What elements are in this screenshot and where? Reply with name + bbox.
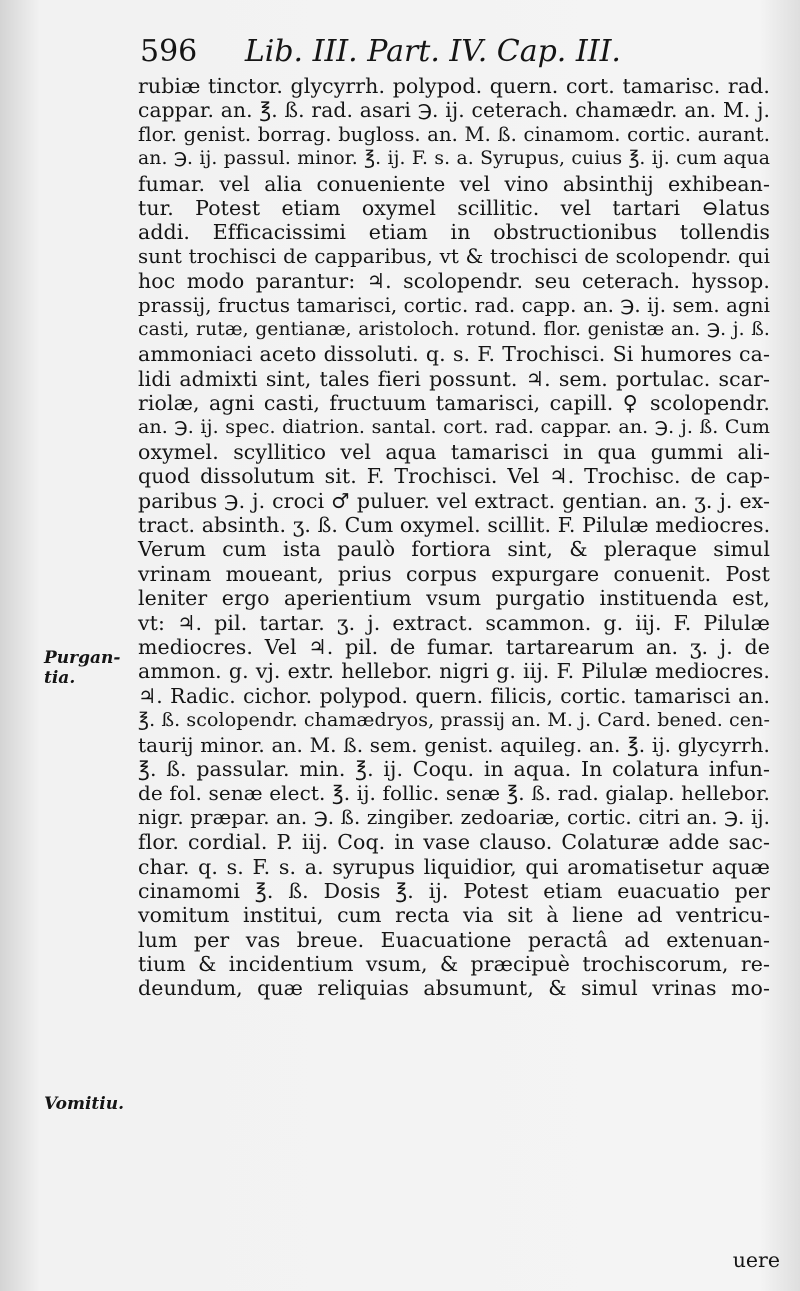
text-line: paribus ℈. j. croci ♂ puluer. vel extract. gentian. an. ʒ. j. ex-: [138, 488, 770, 513]
text-line: tium & incidentium vsum, & præcipuè trochiscorum, re-: [138, 952, 770, 977]
text-line: Verum cum ista paulò fortiora sint, & pleraque simul: [138, 537, 770, 562]
text-line: ammon. g. vj. extr. hellebor. nigri g. iij. F. Pilulæ mediocres.: [138, 659, 770, 684]
text-line: lidi admixti sint, tales fieri possunt. ♃. sem. portulac. scar-: [138, 366, 770, 391]
text-line: lum per vas breue. Euacuatione peractâ ad extenuan-: [138, 927, 770, 952]
text-line: sunt trochisci de capparibus, vt & trochisci de scolopendr. qui: [138, 244, 770, 268]
text-line: prassij, fructus tamarisci, cortic. rad. capp. an. ℈. ij. sem. agni: [138, 293, 770, 317]
text-line: nigr. præpar. an. ℈. ß. zingiber. zedoariæ, cortic. citri an. ℈. ij.: [138, 805, 770, 829]
text-line: fumar. vel alia conueniente vel vino absinthij exhibean-: [138, 171, 770, 196]
text-line: ♃. Radic. cichor. polypod. quern. filicis, cortic. tamarisci an.: [138, 683, 770, 708]
text-line: mediocres. Vel ♃. pil. de fumar. tartarearum an. ʒ. j. de: [138, 634, 770, 659]
margin-note-line: Purgan-: [44, 648, 121, 668]
running-title: Lib. III. Part. IV. Cap. III.: [244, 34, 621, 69]
text-line: ℥. ß. passular. min. ℥. ij. Coqu. in aqua. In colatura infun-: [138, 756, 770, 781]
text-line: rubiæ tinctor. glycyrrh. polypod. quern. cort. tamarisc. rad.: [138, 74, 770, 98]
text-line: riolæ, agni casti, fructuum tamarisci, capill. ♀ scolopendr.: [138, 391, 770, 416]
text-line: cinamomi ℥. ß. Dosis ℥. ij. Potest etiam euacuatio per: [138, 878, 770, 903]
text-line: tur. Potest etiam oxymel scillitic. vel tartari ⊖latus: [138, 195, 770, 220]
text-line: flor. cordial. P. iij. Coq. in vase clauso. Colaturæ adde sac-: [138, 830, 770, 855]
text-line: an. ℈. ij. passul. minor. ℥. ij. F. s. a. Syrupus, cuius ℥. ij. cum aqua: [138, 148, 770, 170]
text-line: vt: ♃. pil. tartar. ʒ. j. extract. scammon. g. iij. F. Pilulæ: [138, 610, 770, 635]
margin-note-line: tia.: [44, 668, 76, 688]
catchword: uere: [732, 1248, 780, 1272]
text-line: casti, rutæ, gentianæ, aristoloch. rotund. flor. genistæ an. ℈. j. ß.: [138, 318, 770, 340]
text-line: hoc modo parantur: ♃. scolopendr. seu ceterach. hyssop.: [138, 269, 770, 294]
text-line: cappar. an. ℥. ß. rad. asari ℈. ij. ceterach. chamædr. an. M. j.: [138, 98, 770, 123]
text-line: tract. absinth. ʒ. ß. Cum oxymel. scillit. F. Pilulæ mediocres.: [138, 513, 771, 538]
text-line: deundum, quæ reliquias absumunt, & simul vrinas mo-: [138, 976, 770, 1001]
text-line: de fol. senæ elect. ℥. ij. follic. senæ ℥. ß. rad. gialap. hellebor.: [138, 781, 770, 806]
text-line: ammoniaci aceto dissoluti. q. s. F. Trochisci. Si humores ca-: [138, 342, 770, 367]
page-number: 596: [140, 34, 198, 69]
text-line: an. ℈. ij. spec. diatrion. santal. cort. rad. cappar. an. ℈. j. ß. Cum: [138, 416, 770, 439]
text-line: ℥. ß. scolopendr. chamædryos, prassij an. M. j. Card. bened. cen-: [138, 709, 770, 732]
text-line: oxymel. scyllitico vel aqua tamarisci in qua gummi ali-: [138, 439, 770, 464]
text-line: leniter ergo aperientium vsum purgatio instituenda est,: [138, 586, 770, 611]
text-line: taurij minor. an. M. ß. sem. genist. aquileg. an. ℥. ij. glycyrrh.: [138, 732, 770, 757]
text-line: quod dissolutum sit. F. Trochisci. Vel ♃. Trochisc. de cap-: [138, 464, 770, 489]
margin-note-vomitiu: Vomitiu.: [44, 1094, 125, 1114]
margin-note-purgantia: [44, 648, 120, 688]
running-header: [140, 34, 760, 70]
text-line: addi. Efficacissimi etiam in obstructionibus tollendis: [138, 220, 770, 245]
text-line: char. q. s. F. s. a. syrupus liquidior, qui aromatisetur aquæ: [138, 854, 770, 879]
text-line: vomitum institui, cum recta via sit à liene ad ventricu-: [138, 903, 770, 928]
text-line: flor. genist. borrag. bugloss. an. M. ß. cinamom. cortic. aurant.: [138, 122, 770, 146]
page-body: [138, 74, 770, 1001]
text-line: vrinam moueant, prius corpus expurgare conuenit. Post: [138, 561, 770, 586]
